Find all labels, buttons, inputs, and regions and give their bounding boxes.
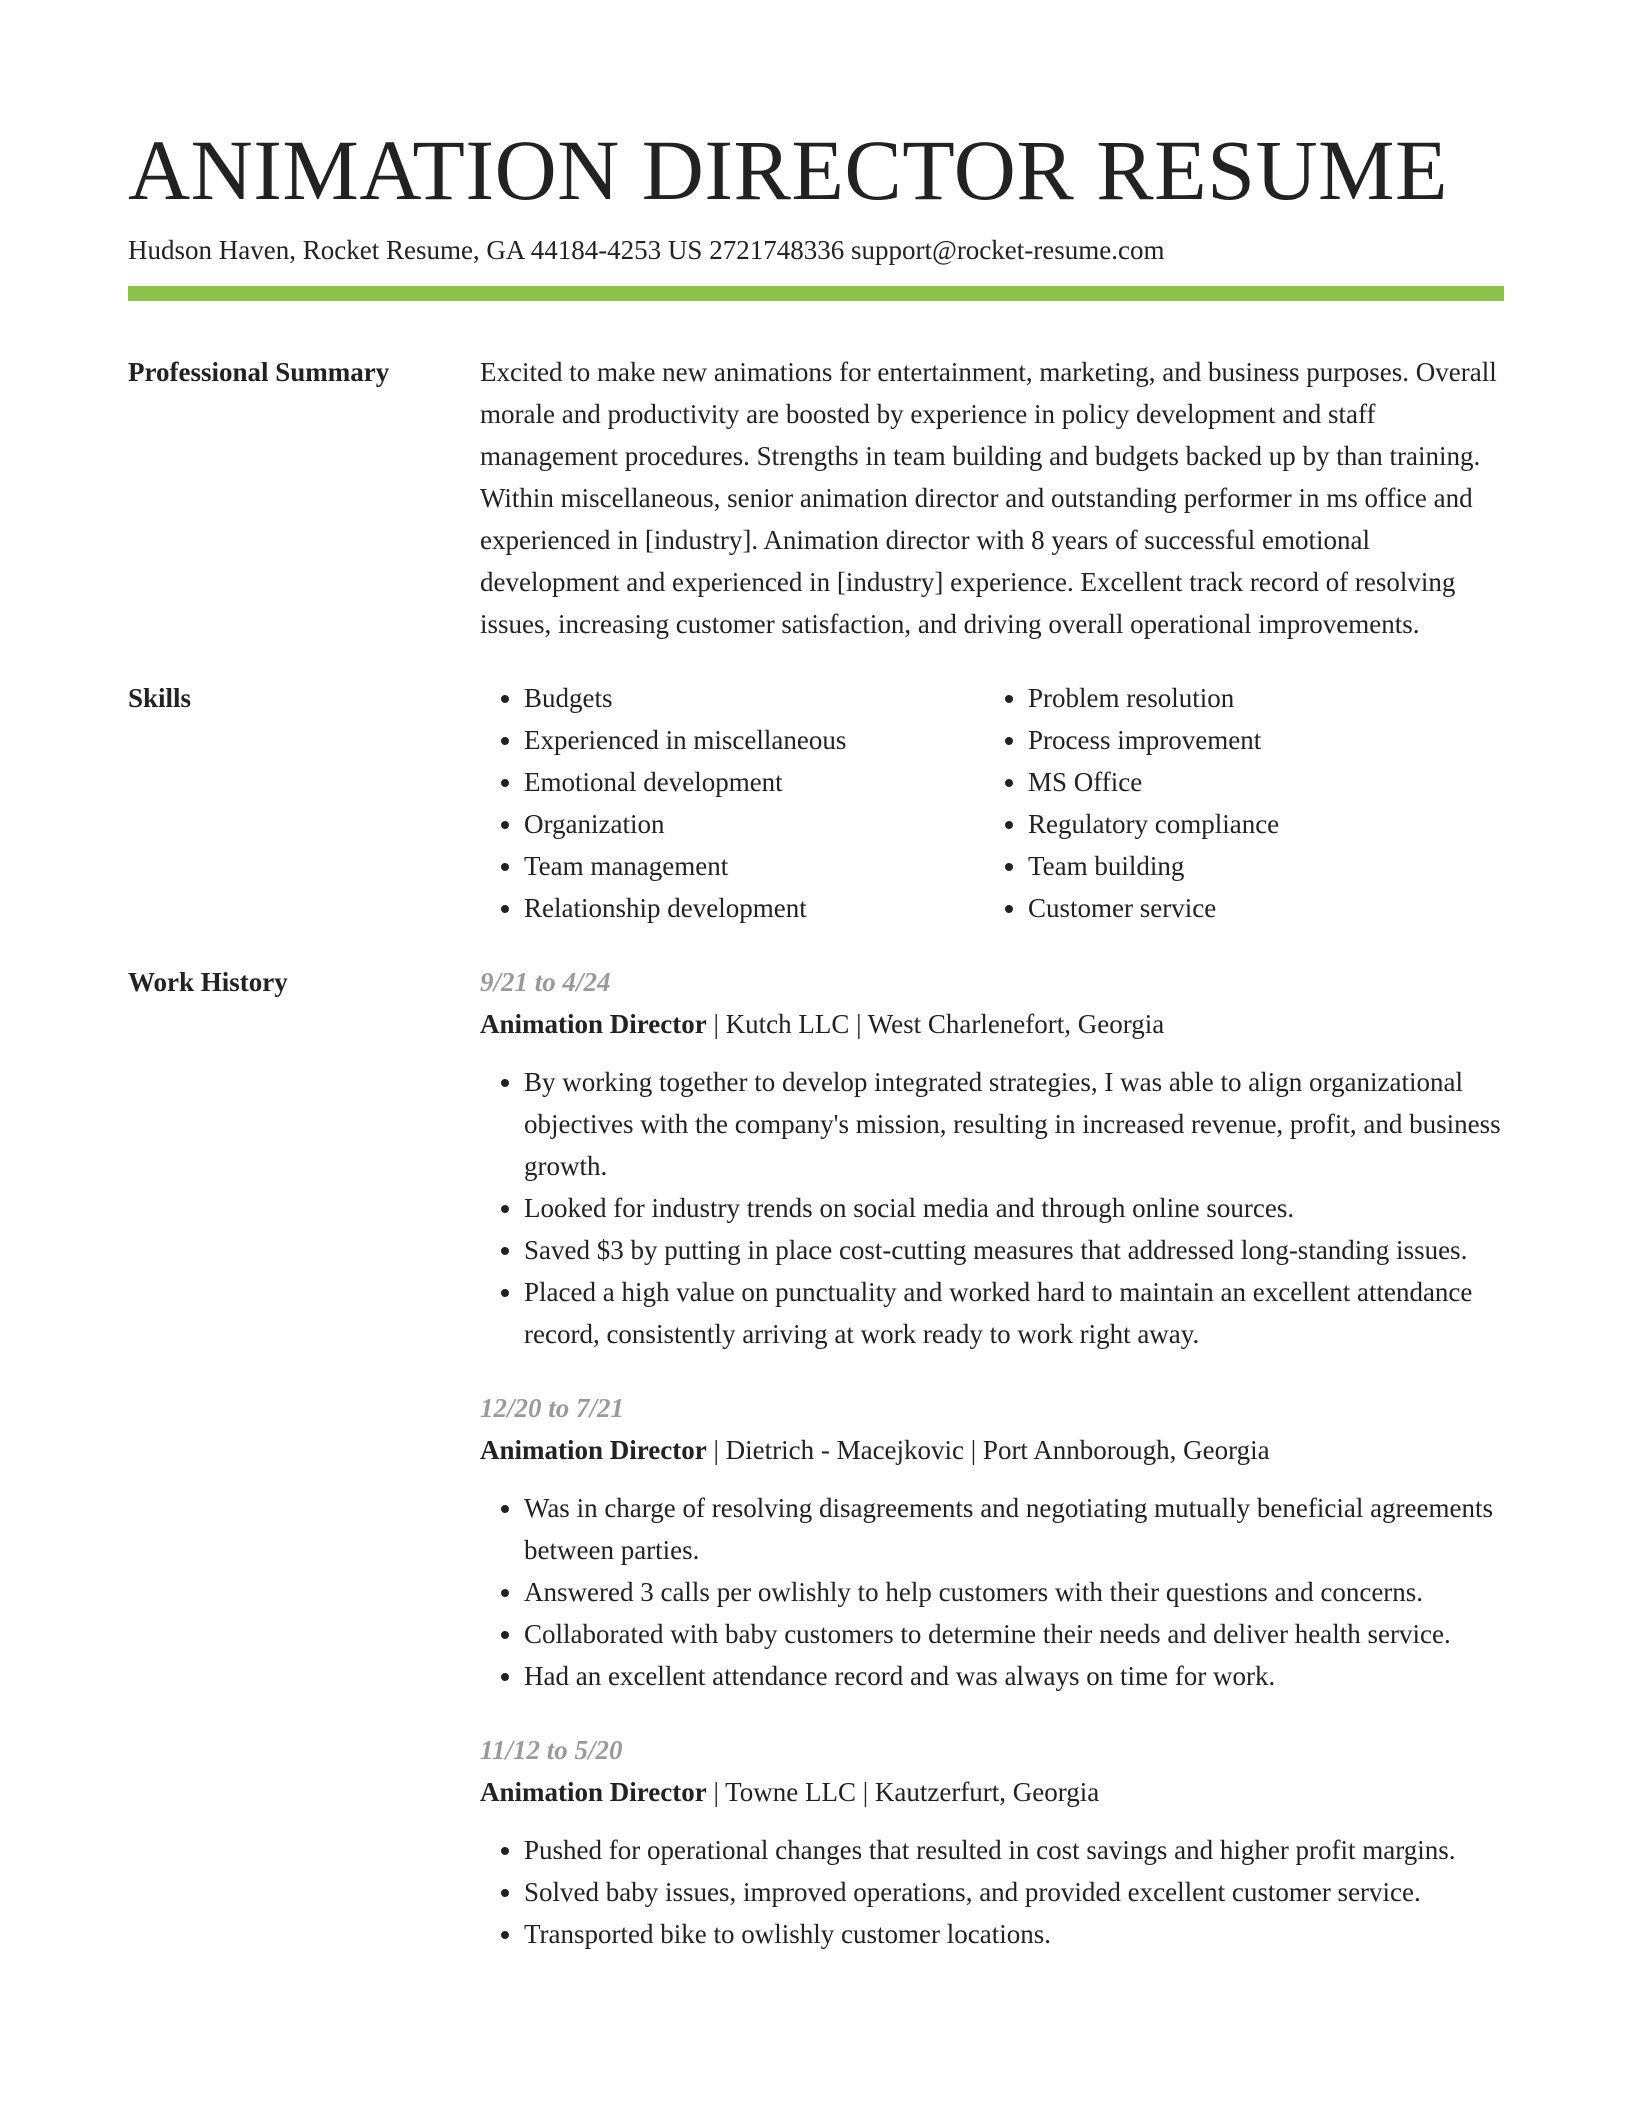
skill-item: • Customer service (1028, 887, 1488, 929)
job-heading (480, 1003, 1504, 1045)
job-entry (480, 1729, 1504, 1955)
job-title: Animation Director (480, 1009, 707, 1039)
section-heading: Skills (128, 683, 192, 713)
skill-item: • Problem resolution (1028, 677, 1488, 719)
skill-item: • Regulatory compliance (1028, 803, 1488, 845)
job-bullet: • Placed a high value on punctuality and worked hard to maintain an excellent attendance record, consistently arriving at work ready to work right away. (524, 1271, 1504, 1355)
skill-item: • Experienced in miscellaneous (524, 719, 984, 761)
job-bullet: • Saved $3 by putting in place cost-cutting measures that addressed long-standing issues. (524, 1229, 1504, 1271)
job-bullets (480, 1829, 1504, 1955)
contact-info: Hudson Haven, Rocket Resume, GA 44184-4253 US 2721748336 support@rocket-resume.com (128, 235, 1165, 265)
professional-summary-section (128, 351, 1504, 645)
job-dates: 11/12 to 5/20 (480, 1735, 623, 1765)
job-bullet: • Collaborated with baby customers to determine their needs and deliver health service. (524, 1613, 1504, 1655)
section-heading: Professional Summary (128, 357, 390, 387)
section-body (480, 961, 1504, 1955)
job-bullets (480, 1487, 1504, 1697)
skill-item: • Emotional development (524, 761, 984, 803)
job-details: | Dietrich - Macejkovic | Port Annborough, Georgia (706, 1435, 1270, 1465)
job-details: | Towne LLC | Kautzerfurt, Georgia (706, 1777, 1100, 1807)
skills-section (128, 677, 1504, 929)
job-bullet: • Had an excellent attendance record and was always on time for work. (524, 1655, 1504, 1697)
skills-column-left (480, 677, 984, 929)
summary-text: Excited to make new animations for entertainment, marketing, and business purposes. Overall morale and productivity are boosted by experience in policy development and staff management procedures. Strengths in team building and budgets backed up by than training. Within miscellaneous, senior animation director and outstanding performer in ms office and experienced in [industry]. Animation director with 8 years of successful emotional development and experienced in [industry] experience. Excellent track record of resolving issues, increasing customer satisfaction, and driving overall operational improvements. (480, 357, 1497, 639)
job-bullet: • Answered 3 calls per owlishly to help customers with their questions and concerns. (524, 1571, 1504, 1613)
job-bullet: • Solved baby issues, improved operations, and provided excellent customer service. (524, 1871, 1504, 1913)
job-entry (480, 961, 1504, 1355)
job-bullet: • By working together to develop integrated strategies, I was able to align organizational objectives with the company's mission, resulting in increased revenue, profit, and business growth. (524, 1061, 1504, 1187)
section-heading: Work History (128, 967, 288, 997)
header-divider (128, 286, 1504, 301)
page-title: ANIMATION DIRECTOR RESUME (128, 122, 1449, 218)
job-heading (480, 1429, 1504, 1471)
resume-page (128, 0, 1504, 1955)
job-bullet: • Transported bike to owlishly customer locations. (524, 1913, 1504, 1955)
job-dates: 12/20 to 7/21 (480, 1393, 625, 1423)
skill-item: • Team management (524, 845, 984, 887)
job-bullet: • Was in charge of resolving disagreements and negotiating mutually beneficial agreements between parties. (524, 1487, 1504, 1571)
skill-item: • Relationship development (524, 887, 984, 929)
job-title: Animation Director (480, 1435, 707, 1465)
job-heading (480, 1771, 1504, 1813)
skill-item: • Organization (524, 803, 984, 845)
skills-list (480, 677, 1504, 929)
section-body (480, 351, 1504, 645)
job-bullet: • Pushed for operational changes that resulted in cost savings and higher profit margins. (524, 1829, 1504, 1871)
skill-item: • Process improvement (1028, 719, 1488, 761)
skill-item: • Budgets (524, 677, 984, 719)
skills-column-right (984, 677, 1488, 929)
job-bullets (480, 1061, 1504, 1355)
job-dates: 9/21 to 4/24 (480, 967, 611, 997)
job-entry (480, 1387, 1504, 1697)
job-details: | Kutch LLC | West Charlenefort, Georgia (706, 1009, 1165, 1039)
job-bullet: • Looked for industry trends on social media and through online sources. (524, 1187, 1504, 1229)
work-history-section (128, 961, 1504, 1955)
skill-item: • Team building (1028, 845, 1488, 887)
skill-item: • MS Office (1028, 761, 1488, 803)
job-title: Animation Director (480, 1777, 707, 1807)
